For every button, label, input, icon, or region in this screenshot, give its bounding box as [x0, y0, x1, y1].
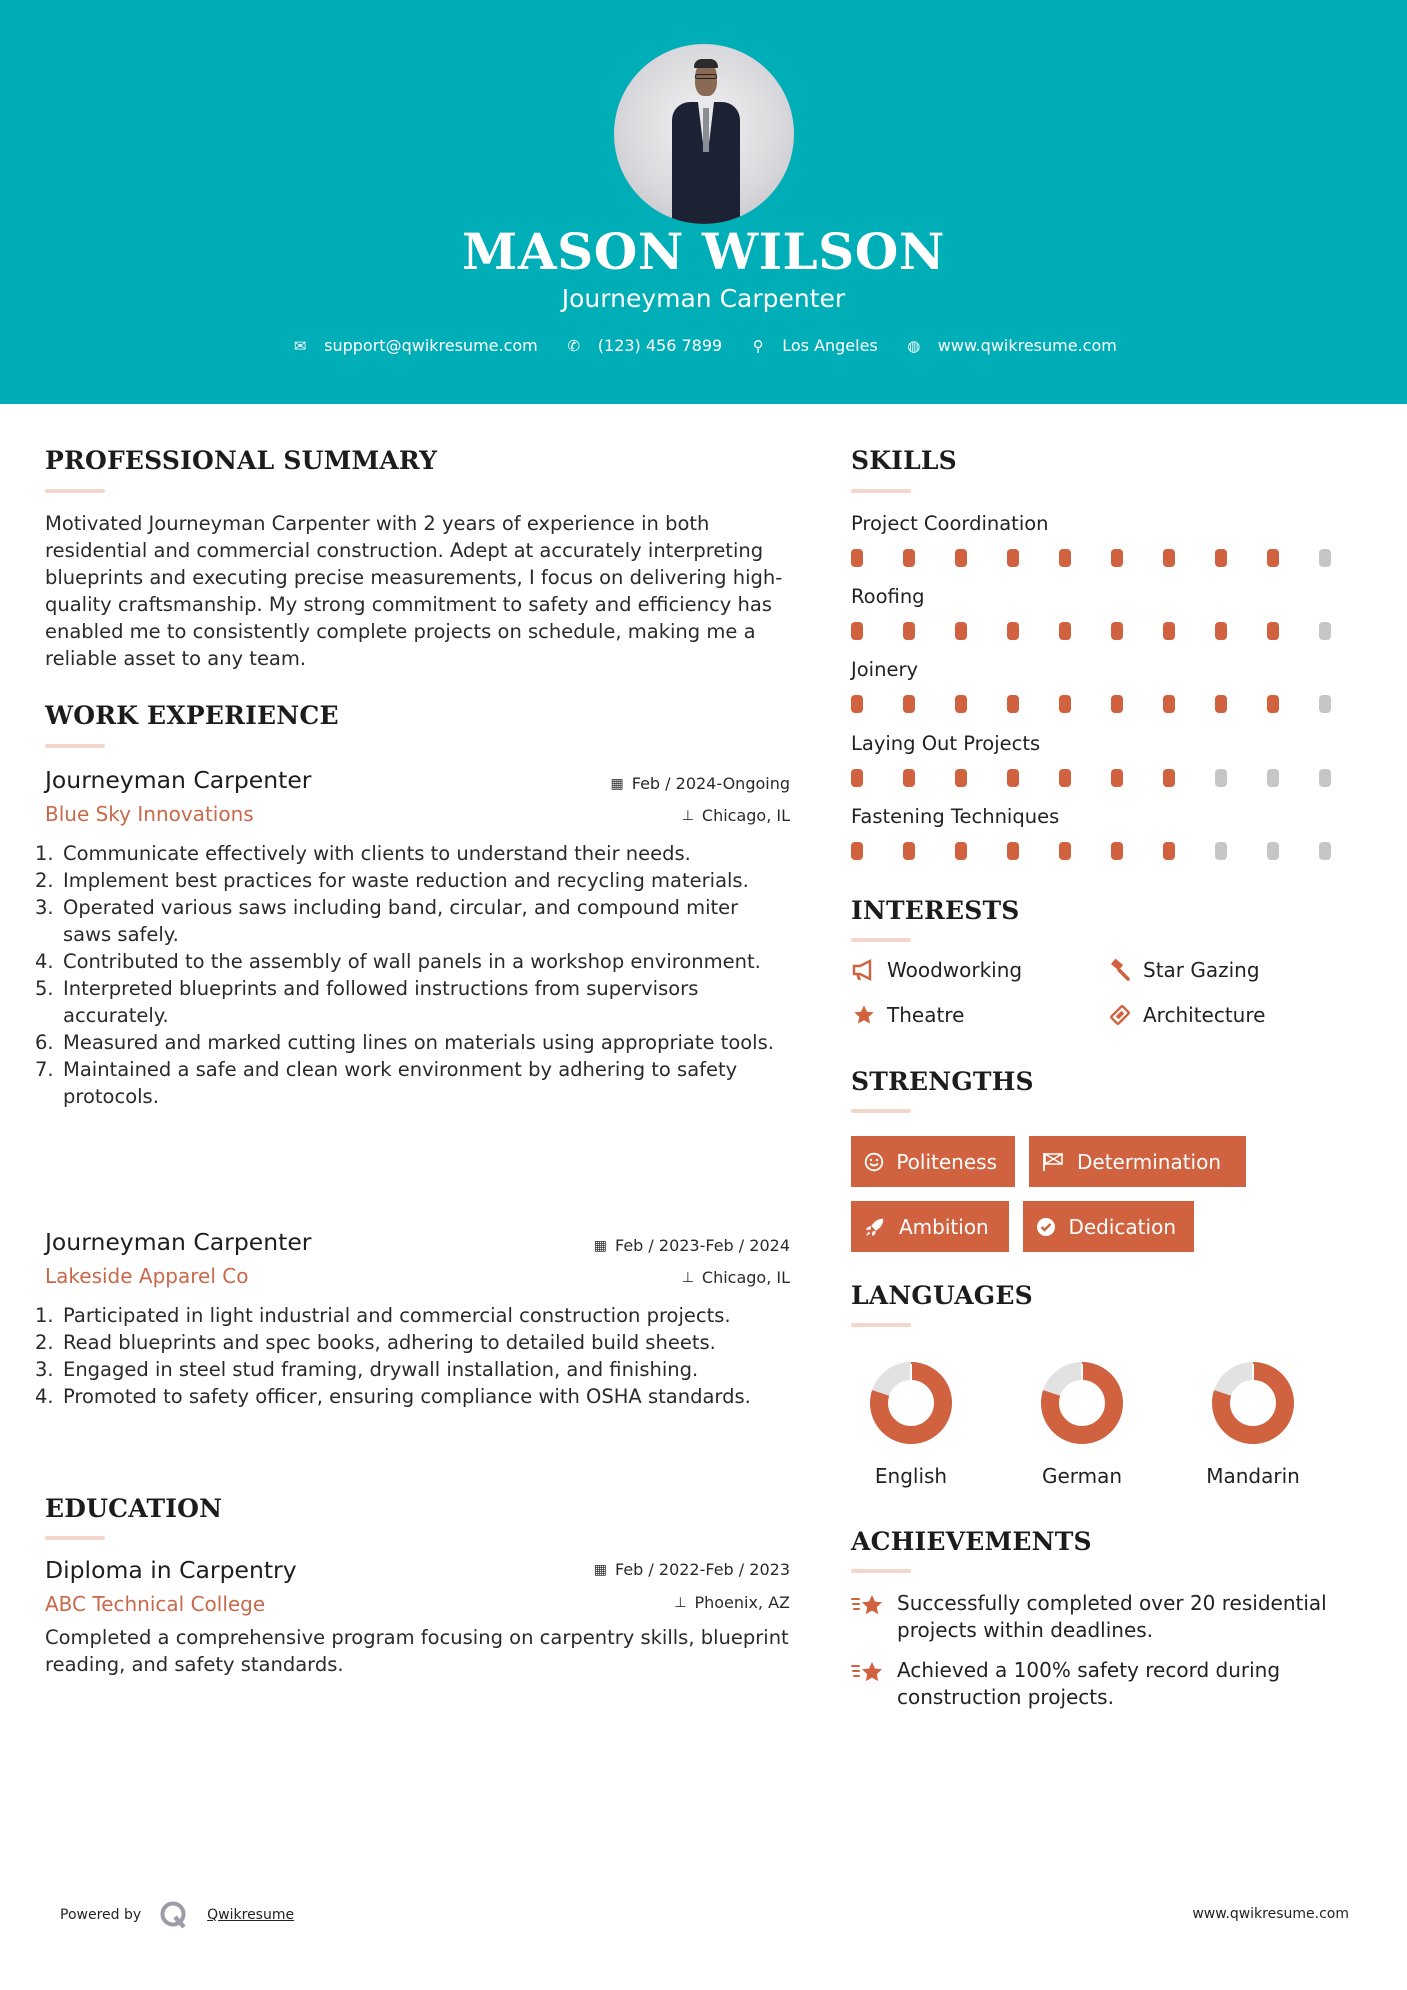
list-item: 4. Promoted to safety officer, ensuring compliance with OSHA standards. [35, 1385, 751, 1408]
job-entry [35, 1228, 790, 1410]
job-title: Journeyman Carpenter [45, 1228, 312, 1256]
strength-label: Ambition [899, 1214, 989, 1239]
section-divider [45, 744, 105, 748]
rating-dot-filled [1267, 695, 1279, 713]
list-item: 2. Read blueprints and spec books, adhering to detailed build sheets. [35, 1331, 716, 1354]
skill-rating [851, 622, 1371, 640]
job-dates [611, 774, 790, 793]
photo-tie [703, 108, 709, 152]
list-item: 3. Operated various saws including band, circular, and compound miter saws safely. [35, 896, 739, 946]
calendar-icon: ▦ [593, 1237, 607, 1254]
contact-row [0, 336, 1407, 355]
rating-dot-filled [1007, 622, 1019, 640]
education-dates [594, 1560, 790, 1579]
ticket-icon [1107, 1003, 1133, 1027]
rating-dot-filled [1059, 549, 1071, 567]
section-divider [45, 1536, 105, 1540]
star-icon [851, 1004, 877, 1026]
rating-dot-filled [1163, 695, 1175, 713]
section-title-summary: PROFESSIONAL SUMMARY [45, 446, 438, 475]
rating-dot-empty [1319, 769, 1331, 787]
footer-powered-by [60, 1900, 294, 1930]
candidate-name: MASON WILSON [462, 222, 945, 281]
calendar-icon: ▦ [610, 775, 624, 792]
summary-text: Motivated Journeyman Carpenter with 2 years of experience in both residential and commercial construction. Adept at accurately interpreting blueprints and executing precise measurements, I focus on delivering high-quality craftsmanship. My strong commitment to safety and efficiency has enabled me to consistently complete projects on schedule, making me a reliable asset to any team. [45, 512, 783, 670]
skill-item [851, 805, 1371, 860]
rating-dot-filled [1215, 549, 1227, 567]
list-item: 5. Interpreted blueprints and followed instructions from supervisors accurately. [35, 977, 699, 1027]
rating-dot-filled [1059, 695, 1071, 713]
list-item: 3. Engaged in steel stud framing, drywall installation, and finishing. [35, 1358, 699, 1381]
achievement-text: Achieved a 100% safety record during construction projects. [897, 1658, 1281, 1709]
degree-title: Diploma in Carpentry [45, 1556, 297, 1584]
language-item [1193, 1360, 1313, 1488]
skill-item [851, 658, 1371, 713]
section-divider [45, 489, 105, 493]
rating-dot-filled [1163, 622, 1175, 640]
strength-chip [1029, 1136, 1246, 1187]
skill-item [851, 585, 1371, 640]
rating-dot-filled [1267, 549, 1279, 567]
education-dates-text: Feb / 2022-Feb / 2023 [615, 1560, 790, 1579]
skill-rating [851, 695, 1371, 713]
check-circle-icon [1035, 1217, 1056, 1237]
strength-label: Determination [1077, 1149, 1222, 1174]
language-name: English [874, 1464, 948, 1488]
section-title-interests: INTERESTS [851, 896, 1020, 925]
strength-chip [851, 1136, 1015, 1187]
language-item [1022, 1360, 1142, 1488]
contact-phone[interactable] [564, 336, 722, 355]
skill-name: Fastening Techniques [851, 805, 1060, 828]
section-divider [851, 489, 911, 493]
achievement-item [851, 1657, 1371, 1711]
rating-dot-filled [851, 695, 863, 713]
job-title: Journeyman Carpenter [45, 766, 312, 794]
rating-dot-filled [955, 695, 967, 713]
skill-name: Joinery [851, 658, 919, 681]
language-proficiency-ring [868, 1360, 954, 1446]
footer-website[interactable]: www.qwikresume.com [1192, 1906, 1349, 1922]
section-title-languages: LANGUAGES [851, 1281, 1033, 1310]
phone-icon: ✆ [567, 336, 581, 355]
photo-hair [694, 59, 718, 68]
calendar-icon: ▦ [593, 1561, 607, 1578]
thumbtack-icon: ⊥ [674, 1594, 687, 1611]
interest-label: Architecture [1143, 1003, 1266, 1027]
section-divider [851, 1323, 911, 1327]
strength-label: Dedication [1068, 1214, 1176, 1239]
list-item: 1. Communicate effectively with clients to understand their needs. [35, 842, 691, 865]
interest-item [851, 1003, 964, 1027]
section-title-strengths: STRENGTHS [851, 1067, 1034, 1096]
education-location-text: Phoenix, AZ [694, 1593, 790, 1612]
education-entry [45, 1556, 790, 1678]
resume-header [0, 0, 1407, 404]
interest-item [1107, 1003, 1265, 1027]
skill-rating [851, 769, 1371, 787]
list-item: 7. Maintained a safe and clean work environment by adhering to safety protocols. [35, 1058, 738, 1108]
rating-dot-filled [955, 549, 967, 567]
rating-dot-filled [1111, 769, 1123, 787]
rating-dot-filled [955, 842, 967, 860]
language-name: Mandarin [1206, 1464, 1300, 1488]
rating-dot-filled [1163, 842, 1175, 860]
rating-dot-filled [1059, 842, 1071, 860]
skill-item [851, 512, 1371, 567]
rating-dot-filled [955, 622, 967, 640]
contact-location [748, 336, 878, 355]
strength-chip [1023, 1201, 1194, 1252]
language-name: German [1041, 1464, 1123, 1488]
rocket-icon [863, 1216, 887, 1238]
section-divider [851, 1569, 911, 1573]
achievement-item [851, 1590, 1371, 1644]
envelope-icon: ✉ [293, 336, 307, 355]
shooting-star-icon [851, 1659, 885, 1711]
powered-by-label: Powered by [60, 1907, 142, 1923]
strength-label: Politeness [896, 1149, 997, 1174]
rating-dot-filled [851, 549, 863, 567]
rating-dot-filled [1111, 622, 1123, 640]
profile-photo [614, 44, 794, 224]
rating-dot-filled [1267, 622, 1279, 640]
gavel-icon [1107, 958, 1133, 982]
skill-name: Project Coordination [851, 512, 1049, 535]
rating-dot-filled [903, 695, 915, 713]
list-item: 1. Participated in light industrial and commercial construction projects. [35, 1304, 731, 1327]
rating-dot-filled [1007, 769, 1019, 787]
rating-dot-filled [1007, 549, 1019, 567]
skill-item [851, 732, 1371, 787]
rating-dot-filled [955, 769, 967, 787]
contact-phone-text: (123) 456 7899 [597, 336, 723, 355]
rating-dot-empty [1319, 622, 1331, 640]
rating-dot-empty [1267, 769, 1279, 787]
rating-dot-filled [1007, 695, 1019, 713]
section-divider [851, 938, 911, 942]
thumbtack-icon: ⊥ [681, 807, 694, 824]
rating-dot-filled [903, 769, 915, 787]
contact-location-text: Los Angeles [782, 336, 878, 355]
rating-dot-filled [1163, 769, 1175, 787]
skill-name: Laying Out Projects [851, 732, 1041, 755]
list-item: 2. Implement best practices for waste reduction and recycling materials. [35, 869, 749, 892]
skill-rating [851, 842, 1371, 860]
interest-label: Star Gazing [1143, 958, 1260, 982]
rating-dot-filled [1059, 622, 1071, 640]
rating-dot-filled [1007, 842, 1019, 860]
language-proficiency-ring [1039, 1360, 1125, 1446]
achievement-text: Successfully completed over 20 residential projects within deadlines. [897, 1591, 1327, 1642]
smile-icon [863, 1152, 884, 1172]
job-location [682, 806, 790, 825]
contact-email[interactable] [290, 336, 538, 355]
photo-glasses [695, 74, 717, 79]
skill-rating [851, 549, 1371, 567]
globe-icon: ◍ [907, 336, 921, 355]
rating-dot-filled [1111, 842, 1123, 860]
section-divider [851, 1109, 911, 1113]
interest-item [851, 958, 1022, 982]
rating-dot-empty [1319, 695, 1331, 713]
language-item [851, 1360, 971, 1488]
rating-dot-filled [903, 549, 915, 567]
contact-website-text: www.qwikresume.com [937, 336, 1117, 355]
interest-label: Theatre [887, 1003, 965, 1027]
bullhorn-icon [851, 959, 877, 981]
contact-website[interactable] [904, 336, 1117, 355]
job-responsibilities [35, 1302, 790, 1410]
school-name: ABC Technical College [45, 1592, 266, 1616]
interest-item [1107, 958, 1260, 982]
skill-name: Roofing [851, 585, 925, 608]
job-dates-text: Feb / 2023-Feb / 2024 [615, 1236, 790, 1255]
rating-dot-empty [1215, 842, 1227, 860]
rating-dot-filled [851, 769, 863, 787]
job-company: Lakeside Apparel Co [45, 1264, 249, 1288]
rating-dot-filled [1059, 769, 1071, 787]
job-location [682, 1268, 790, 1287]
strength-chip [851, 1201, 1009, 1252]
rating-dot-filled [903, 622, 915, 640]
rating-dot-empty [1319, 842, 1331, 860]
rating-dot-empty [1267, 842, 1279, 860]
shooting-star-icon [851, 1592, 885, 1644]
rating-dot-filled [1215, 695, 1227, 713]
list-item: 6. Measured and marked cutting lines on materials using appropriate tools. [35, 1031, 774, 1054]
education-location [674, 1593, 790, 1612]
section-title-education: EDUCATION [45, 1494, 223, 1523]
job-dates [594, 1236, 790, 1255]
rating-dot-empty [1215, 769, 1227, 787]
job-location-text: Chicago, IL [701, 1268, 790, 1287]
job-responsibilities [35, 840, 790, 1110]
map-marker-icon: ⚲ [752, 336, 764, 355]
rating-dot-filled [1111, 695, 1123, 713]
job-dates-text: Feb / 2024-Ongoing [631, 774, 790, 793]
thumbtack-icon: ⊥ [681, 1269, 694, 1286]
rating-dot-filled [903, 842, 915, 860]
interest-label: Woodworking [887, 958, 1023, 982]
candidate-role: Journeyman Carpenter [561, 284, 846, 313]
job-company: Blue Sky Innovations [45, 802, 254, 826]
rating-dot-filled [851, 842, 863, 860]
section-title-achievements: ACHIEVEMENTS [851, 1527, 1092, 1556]
section-title-experience: WORK EXPERIENCE [45, 701, 339, 730]
list-item: 4. Contributed to the assembly of wall panels in a workshop environment. [35, 950, 761, 973]
education-description: Completed a comprehensive program focusing on carpentry skills, blueprint reading, and safety standards. [45, 1626, 789, 1676]
contact-email-text: support@qwikresume.com [324, 336, 538, 355]
qwikresume-link[interactable]: Qwikresume [207, 1907, 295, 1923]
rating-dot-filled [1163, 549, 1175, 567]
flag-checkered-icon [1041, 1152, 1065, 1172]
qwikresume-logo-icon [159, 1900, 189, 1930]
rating-dot-filled [1111, 549, 1123, 567]
rating-dot-filled [851, 622, 863, 640]
rating-dot-filled [1215, 622, 1227, 640]
job-entry [35, 766, 790, 1110]
section-title-skills: SKILLS [851, 446, 957, 475]
job-location-text: Chicago, IL [701, 806, 790, 825]
language-proficiency-ring [1210, 1360, 1296, 1446]
rating-dot-empty [1319, 549, 1331, 567]
